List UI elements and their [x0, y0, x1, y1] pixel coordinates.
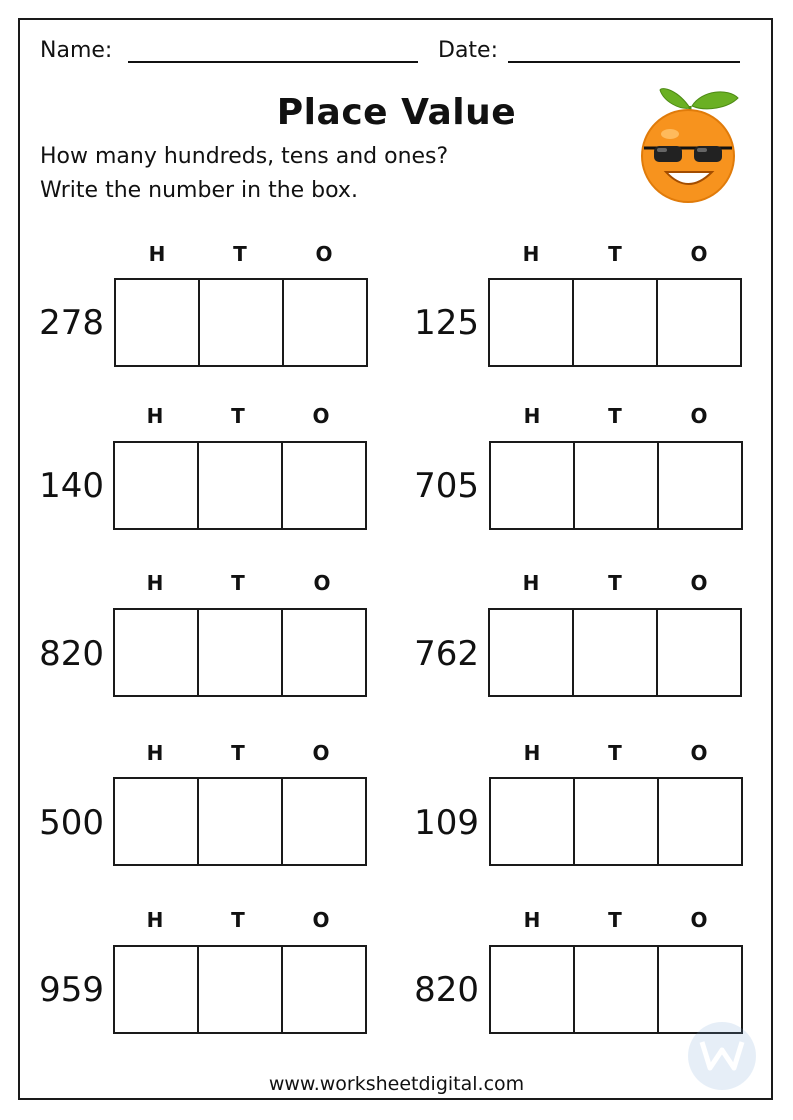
tens-cell[interactable] [200, 280, 284, 365]
ones-cell[interactable] [283, 610, 365, 695]
page-title: Place Value [276, 92, 517, 133]
name-field-line[interactable] [128, 61, 418, 63]
tens-header: T [231, 571, 245, 595]
tens-cell[interactable] [574, 280, 658, 365]
tens-cell[interactable] [199, 779, 283, 864]
tens-cell[interactable] [199, 610, 283, 695]
ones-header: O [690, 741, 708, 765]
problem-number: 109 [414, 803, 479, 843]
place-value-box [489, 777, 743, 866]
tens-cell[interactable] [575, 947, 659, 1032]
ones-cell[interactable] [659, 443, 741, 528]
hundreds-cell[interactable] [491, 947, 575, 1032]
hundreds-cell[interactable] [490, 280, 574, 365]
tens-cell[interactable] [574, 610, 658, 695]
tens-header: T [608, 404, 622, 428]
hundreds-cell[interactable] [491, 779, 575, 864]
tens-header: T [231, 404, 245, 428]
tens-header: T [608, 571, 622, 595]
hundreds-cell[interactable] [115, 947, 199, 1032]
orange-with-sunglasses-icon [640, 82, 740, 206]
ones-header: O [690, 908, 708, 932]
ones-cell[interactable] [658, 280, 740, 365]
tens-cell[interactable] [575, 779, 659, 864]
ones-header: O [315, 242, 333, 266]
hundreds-header: H [146, 741, 164, 765]
ones-cell[interactable] [284, 280, 366, 365]
tens-cell[interactable] [199, 443, 283, 528]
hundreds-header: H [523, 404, 541, 428]
ones-header: O [312, 741, 330, 765]
footer-url[interactable]: www.worksheetdigital.com [268, 1073, 525, 1095]
problem-number: 125 [414, 303, 479, 343]
tens-header: T [233, 242, 247, 266]
ones-cell[interactable] [283, 779, 365, 864]
hundreds-header: H [146, 571, 164, 595]
hundreds-header: H [146, 908, 164, 932]
tens-cell[interactable] [199, 947, 283, 1032]
ones-cell[interactable] [658, 610, 740, 695]
ones-cell[interactable] [283, 947, 365, 1032]
tens-header: T [608, 908, 622, 932]
ones-header: O [312, 908, 330, 932]
hundreds-header: H [146, 404, 164, 428]
ones-header: O [690, 571, 708, 595]
tens-cell[interactable] [575, 443, 659, 528]
ones-header: O [313, 571, 331, 595]
hundreds-cell[interactable] [490, 610, 574, 695]
hundreds-header: H [523, 908, 541, 932]
place-value-box [489, 441, 743, 530]
hundreds-cell[interactable] [115, 779, 199, 864]
hundreds-cell[interactable] [116, 280, 200, 365]
problem-number: 959 [39, 970, 104, 1010]
name-label: Name: [40, 38, 113, 63]
ones-header: O [690, 242, 708, 266]
place-value-box [114, 278, 368, 367]
place-value-box [113, 441, 367, 530]
problem-number: 705 [414, 466, 479, 506]
place-value-box [113, 608, 367, 697]
problem-number: 762 [414, 634, 479, 674]
problem-number: 140 [39, 466, 104, 506]
place-value-box [488, 278, 742, 367]
tens-header: T [608, 741, 622, 765]
ones-cell[interactable] [283, 443, 365, 528]
problem-number: 278 [39, 303, 104, 343]
place-value-box [113, 945, 367, 1034]
tens-header: T [231, 908, 245, 932]
ones-header: O [312, 404, 330, 428]
instruction-line-1: How many hundreds, tens and ones? [40, 144, 449, 169]
ones-header: O [690, 404, 708, 428]
place-value-box [113, 777, 367, 866]
hundreds-cell[interactable] [115, 610, 199, 695]
ones-cell[interactable] [659, 779, 741, 864]
hundreds-header: H [522, 571, 540, 595]
hundreds-header: H [523, 741, 541, 765]
problem-number: 820 [39, 634, 104, 674]
hundreds-header: H [522, 242, 540, 266]
problem-number: 500 [39, 803, 104, 843]
problem-number: 820 [414, 970, 479, 1010]
date-label: Date: [438, 38, 498, 63]
hundreds-cell[interactable] [115, 443, 199, 528]
tens-header: T [608, 242, 622, 266]
place-value-box [488, 608, 742, 697]
hundreds-header: H [148, 242, 166, 266]
hundreds-cell[interactable] [491, 443, 575, 528]
instruction-line-2: Write the number in the box. [40, 178, 358, 203]
date-field-line[interactable] [508, 61, 740, 63]
tens-header: T [231, 741, 245, 765]
